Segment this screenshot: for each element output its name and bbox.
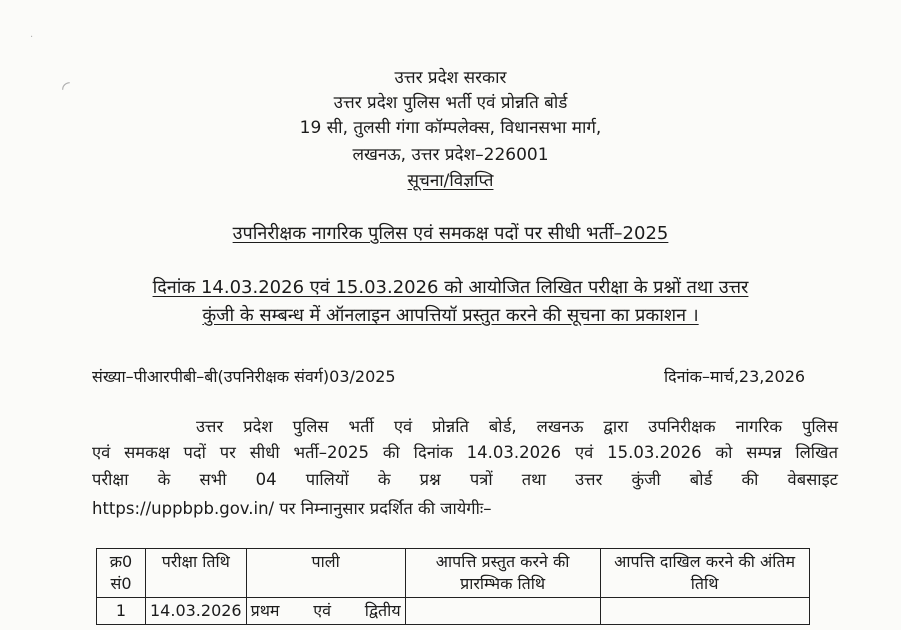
header-serial: क्र0 सं0 [97,549,146,598]
notice-label: सूचना/विज्ञप्ति [407,171,494,191]
reference-number: संख्या–पीआरपीबी–बी(उपनिरीक्षक संवर्ग)03/2025 [92,367,396,386]
header-start-date: आपत्ति प्रस्तुत करने की प्रारम्भिक तिथि [405,549,600,598]
cell-shift: प्रथम एवं द्वितीय [246,598,405,625]
subject-line-1: दिनांक 14.03.2026 एवं 15.03.2026 को आयोजित लिखित परीक्षा के प्रश्नों तथा उत्तर [152,277,749,298]
address-line: 19 सी, तुलसी गंगा कॉम्पलेक्स, विधानसभा मार्ग, [299,118,602,138]
header-shift: पाली [246,549,405,598]
cell-serial: 1 [97,598,146,625]
table-row [97,598,810,625]
board-name: उत्तर प्रदेश पुलिस भर्ती एवं प्रोन्नति बोर्ड [333,93,568,113]
subject-title: उपनिरीक्षक नागरिक पुलिस एवं समकक्ष पदों पर सीधी भर्ती–2025 [232,223,669,244]
scan-mark: ◜ [62,76,70,100]
table-header-row [97,549,810,598]
cell-exam-date: 14.03.2026 [146,598,247,625]
govt-name: उत्तर प्रदेश सरकार [394,68,507,88]
header-end-date: आपत्ति दाखिल करने की अंतिम तिथि [600,549,809,598]
cell-end-date [600,598,809,625]
body-line-4: https://uppbpb.gov.in/ पर निम्नानुसार प्रदर्शित की जायेगीः– [92,499,492,518]
city-line: लखनऊ, उत्तर प्रदेश–226001 [352,145,549,165]
reference-date: दिनांक–मार्च,23,2026 [664,367,806,386]
subject-line-2: कुंजी के सम्बन्ध में ऑनलाइन आपत्तियॉ प्रस्तुत करने की सूचना का प्रकाशन । [202,305,699,326]
body-line-3: परीक्षा के सभी 04 पालियों के प्रश्न पत्रों तथा उत्तर कुंजी बोर्ड की वेबसाइट [92,470,838,489]
cell-start-date [405,598,600,625]
header-exam-date: परीक्षा तिथि [146,549,247,598]
body-line-1: उत्तर प्रदेश पुलिस भर्ती एवं प्रोन्नति बोर्ड, लखनऊ द्वारा उपनिरीक्षक नागरिक पुलिस [196,417,838,436]
body-line-2: एवं समकक्ष पदों पर सीधी भर्ती–2025 की दिनांक 14.03.2026 एवं 15.03.2026 को सम्पन्न लिखित [92,443,838,462]
scan-mark: · [30,32,34,43]
schedule-table [96,548,810,625]
